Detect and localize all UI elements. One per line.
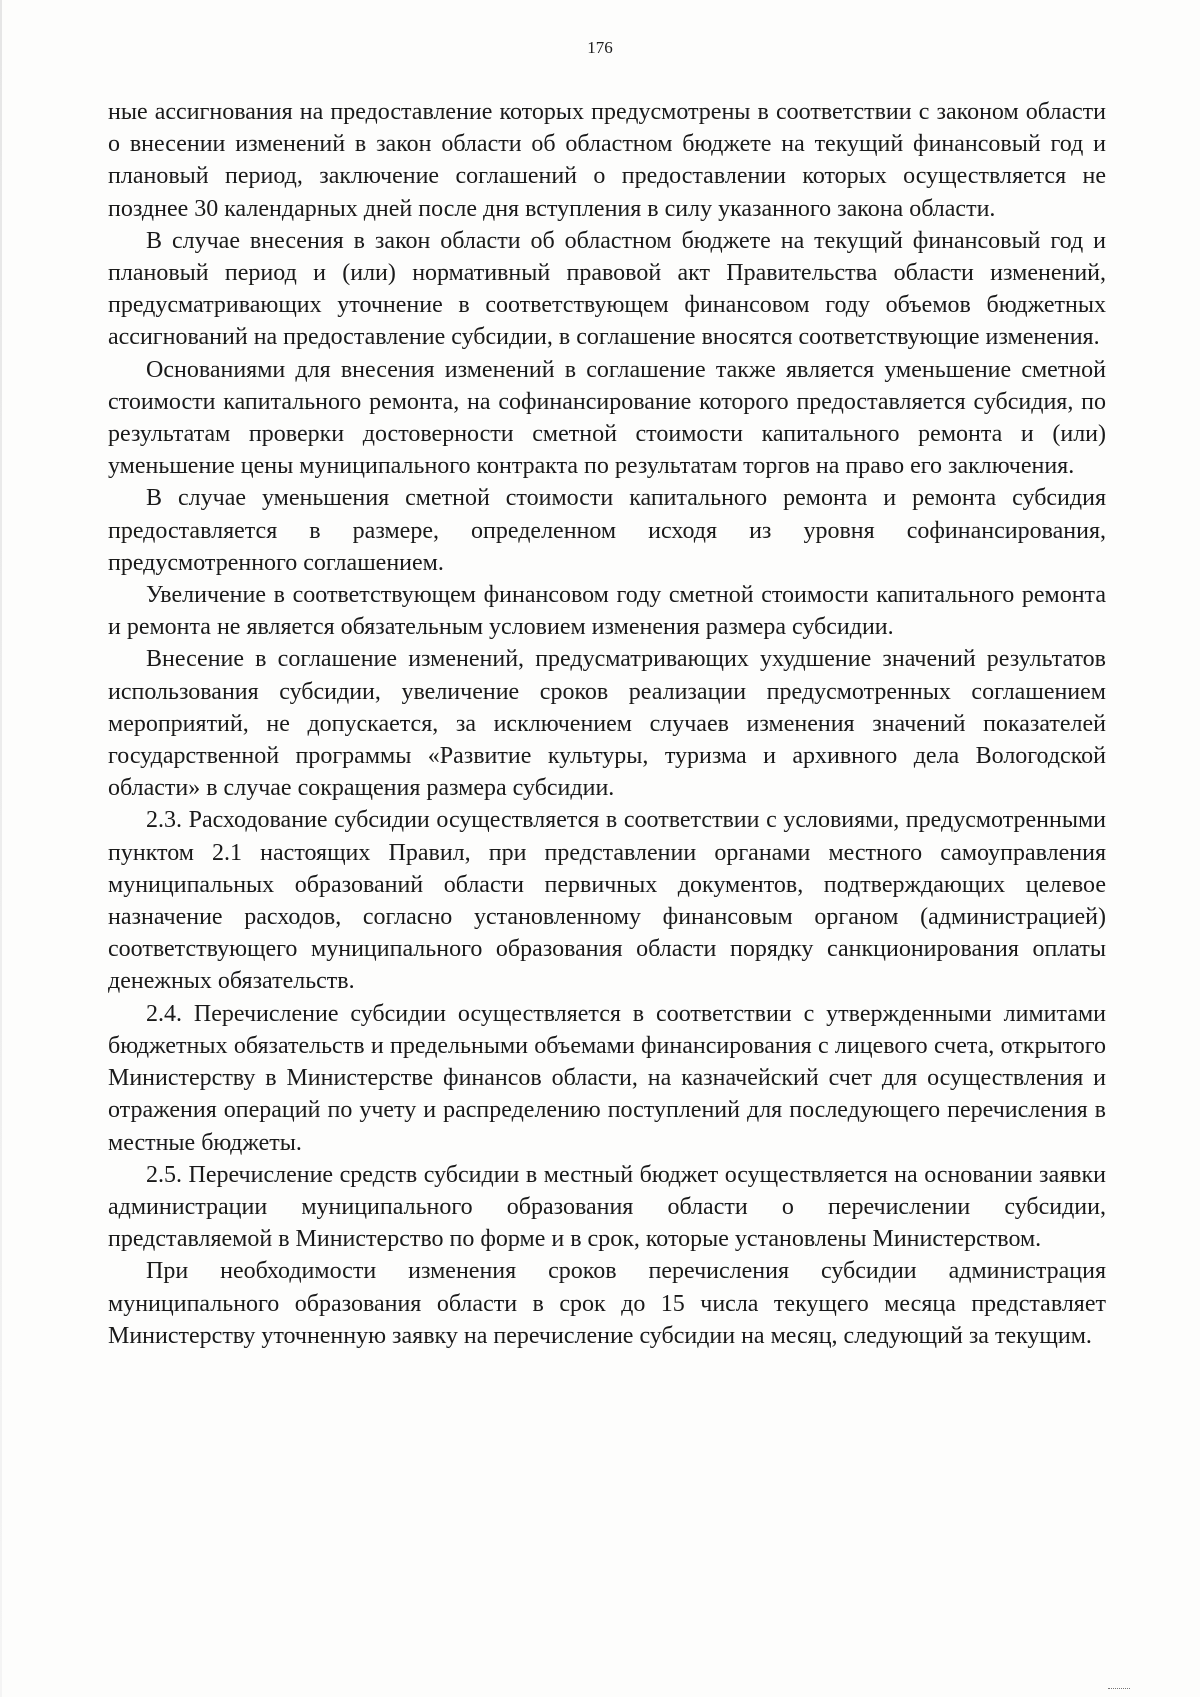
paragraph-continuation: ные ассигнования на предоставление которых предусмотрены в соответствии с законом области о внесении изменений в закон области об областном бюджете на текущий финансовый год и плановый период, заключение соглашений о предоставлении которых осуществляется не позднее 30 календарных дней после дня вступления в силу указанного закона области. [108,99,1106,222]
document-body [108,96,1106,1352]
paragraph-budget-changes: В случае внесения в закон области об областном бюджете на текущий финансовый год и плановый период и (или) нормативный правовой акт Правительства области изменений, предусматривающих уточнение в соответствующем финансовом году объемов бюджетных ассигнований на предоставление субсидии, в соглашение вносятся соответствующие изменения. [108,227,1106,351]
paragraph-grounds-for-changes: Основаниями для внесения изменений в соглашение также является уменьшение сметной стоимости капитального ремонта, на софинансирование которого предоставляется субсидия, по результатам проверки достоверности сметной стоимости капитального ремонта и (или) уменьшение цены муниципального контракта по результатам торгов на право его заключения. [108,356,1106,480]
paragraph-cost-increase: Увеличение в соответствующем финансовом году сметной стоимости капитального ремонта и ремонта не является обязательным условием изменения размера субсидии. [108,582,1106,641]
paragraph-agreement-amendments: Внесение в соглашение изменений, предусматривающих ухудшение значений результатов использования субсидии, увеличение сроков реализации предусмотренных соглашением мероприятий, не допускается, за исключением случаев изменения значений показателей государственной программы «Развитие культуры, туризма и архивного дела Вологодской области» в случае сокращения размера субсидии. [108,646,1106,802]
paragraph-section-2-4: 2.4. Перечисление субсидии осуществляется в соответствии с утвержденными лимитами бюджетных обязательств и предельными объемами финансирования с лицевого счета, открытого Министерству в Министерстве финансов области, на казначейский счет для осуществления и отражения операций по учету и распределению поступлений для последующего перечисления в местные бюджеты. [108,1000,1106,1156]
scan-artifact [1108,1688,1130,1695]
scan-edge [0,0,2,1697]
paragraph-section-2-5: 2.5. Перечисление средств субсидии в местный бюджет осуществляется на основании заявки администрации муниципального образования области о перечислении субсидии, представляемой в Министерство по форме и в срок, которые установлены Министерством. [108,1161,1106,1253]
paragraph-section-2-3: 2.3. Расходование субсидии осуществляется в соответствии с условиями, предусмотренными пунктом 2.1 настоящих Правил, при представлении органами местного самоуправления муниципальных образований области первичных документов, подтверждающих целевое назначение расходов, согласно установленному финансовым органом (администрацией) соответствующего муниципального образования области порядку санкционирования оплаты денежных обязательств. [108,807,1106,995]
paragraph-transfer-deadline: При необходимости изменения сроков перечисления субсидии администрация муниципального образования области в срок до 15 числа текущего месяца представляет Министерству уточненную заявку на перечисление субсидии на месяц, следующий за текущим. [108,1258,1106,1349]
paragraph-cost-reduction: В случае уменьшения сметной стоимости капитального ремонта и ремонта субсидия предоставляется в размере, определенном исходя из уровня софинансирования, предусмотренного соглашением. [108,485,1106,576]
page-number: 176 [587,38,613,57]
